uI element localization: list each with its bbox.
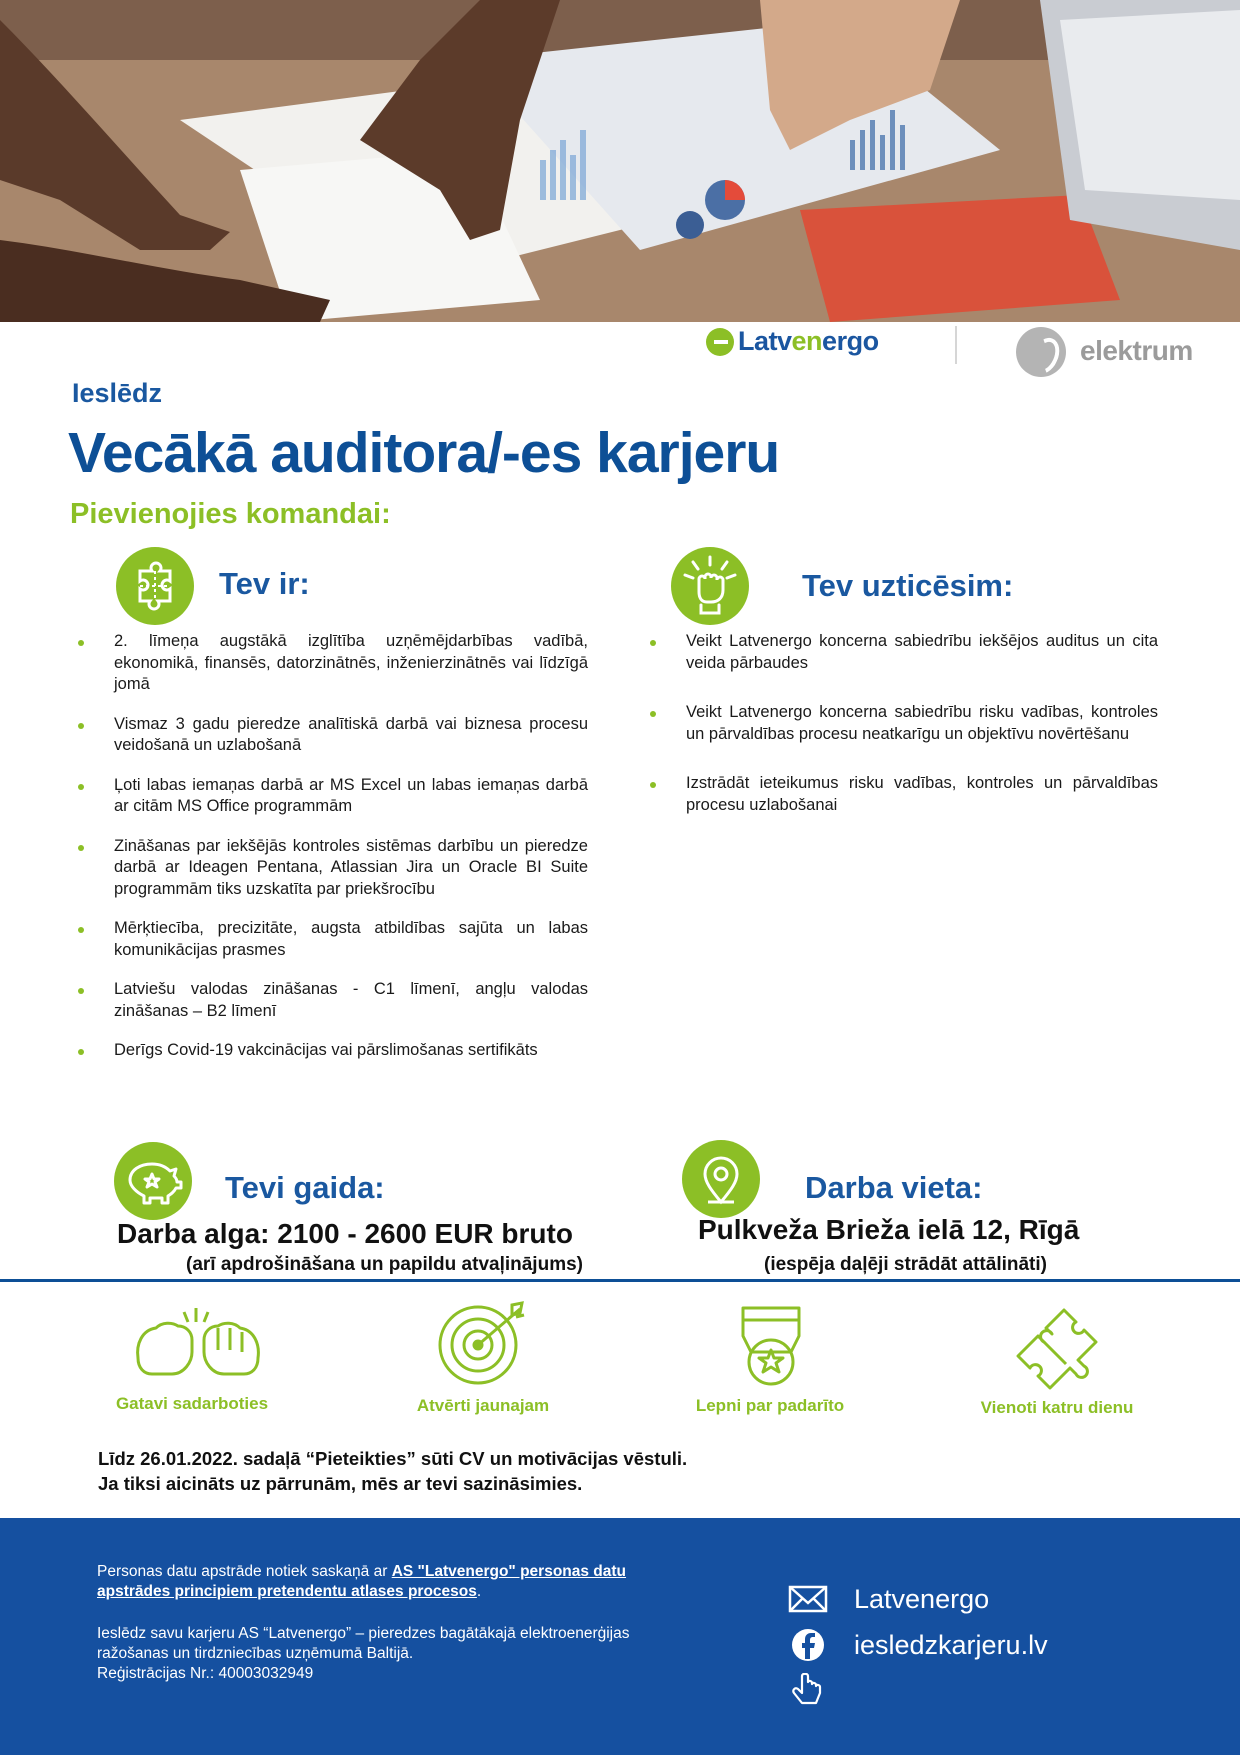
deadline-line-1: Līdz 26.01.2022. sadaļā “Pieteikties” sūti CV un motivācijas vēstuli. — [98, 1448, 688, 1469]
value-label-united: Vienoti katru dienu — [980, 1398, 1134, 1417]
footer-contacts — [788, 1576, 1048, 1714]
elektrum-logo-text: elektrum — [1080, 335, 1193, 366]
list-item — [78, 714, 588, 757]
latvenergo-logo-text-b: en — [791, 326, 823, 356]
address-text: Pulkveža Brieža ielā 12, Rīgā — [698, 1214, 1080, 1245]
raised-fist-badge-icon — [671, 547, 749, 625]
remote-work-note: (iespēja daļēji strādāt attālināti) — [764, 1254, 1047, 1275]
latvenergo-logo-text-c: ergo — [822, 326, 879, 356]
list-item-text: 2. līmeņa augstākā izglītība uzņēmējdarbības vadībā, ekonomikā, finansēs, datorzinātnēs, inženierzinātnēs vai līdzīgā jomā — [114, 632, 588, 693]
list-item — [78, 631, 588, 696]
value-label-open-to-new: Atvērti jaunajam — [416, 1396, 550, 1415]
section-divider — [0, 1279, 1240, 1282]
list-item-text: Veikt Latvenergo koncerna sabiedrību iekšējos auditus un cita veida pārbaudes — [686, 632, 1158, 672]
puzzle-badge-icon — [116, 547, 194, 625]
title-kicker: Ieslēdz — [72, 378, 163, 408]
list-item — [78, 918, 588, 961]
company-about: Ieslēdz savu karjeru AS “Latvenergo” – pieredzes bagātākajā elektroenerģijas ražošanas un tirdzniecības uzņēmumā Baltijā. — [97, 1625, 630, 1662]
pointer-hand-icon — [788, 1673, 828, 1709]
section-heading-responsibilities: Tev uzticēsim: — [802, 568, 1014, 603]
list-item-text: Veikt Latvenergo koncerna sabiedrību risku vadības, kontroles un pārvaldības procesu neatkarīgu un objektīvu novērtēšanu — [686, 703, 1158, 743]
brand-logos — [0, 322, 1240, 370]
contact-row-facebook[interactable] — [788, 1622, 1048, 1668]
benefits-note: (arī apdrošināšana un papildu atvaļinājums) — [186, 1254, 583, 1275]
responsibilities-list — [650, 631, 1158, 834]
requirements-list — [78, 631, 588, 1080]
list-item-text: Ļoti labas iemaņas darbā ar MS Excel un labas iemaņas darbā ar citām MS Office programmām — [114, 775, 588, 815]
registration-number: Reģistrācijas Nr.: 40003032949 — [97, 1665, 314, 1682]
list-item-text: Izstrādāt ieteikumus risku vadības, kontroles un pārvaldības procesu uzlabošanai — [686, 774, 1158, 814]
latvenergo-logo-icon — [706, 328, 734, 356]
footer-legal — [97, 1562, 637, 1706]
list-item-text: Derīgs Covid-19 vakcinācijas vai pārslimošanas sertifikāts — [114, 1041, 538, 1059]
puzzle-icon — [1010, 1304, 1106, 1399]
list-item — [650, 702, 1158, 745]
list-item — [78, 979, 588, 1022]
latvenergo-logo-text-a: Latv — [738, 326, 792, 356]
contact-web-text: iesledzkarjeru.lv — [854, 1629, 1048, 1660]
application-deadline — [98, 1446, 687, 1496]
page-subtitle: Pievienojies komandai: — [70, 498, 391, 530]
elektrum-logo — [1016, 326, 1193, 376]
list-item — [78, 836, 588, 901]
privacy-notice — [97, 1562, 637, 1602]
facebook-icon — [788, 1627, 828, 1663]
section-heading-offer: Tevi gaida: — [225, 1170, 385, 1205]
section-heading-location: Darba vieta: — [805, 1170, 983, 1205]
privacy-policy-link[interactable]: AS "Latvenergo" personas datu apstrādes principiem pretendentu atlases procesos — [97, 1563, 627, 1600]
elektrum-logo-icon — [1016, 327, 1066, 377]
latvenergo-logo — [706, 326, 879, 357]
list-item-text: Latviešu valodas zināšanas - C1 līmenī, angļu valodas zināšanas – B2 līmenī — [114, 980, 588, 1020]
contact-mail-text: Latvenergo — [854, 1583, 990, 1614]
hero-illustration — [0, 0, 1240, 322]
target-icon — [436, 1301, 532, 1392]
deadline-line-2: Ja tiksi aicināts uz pārrunām, mēs ar tevi sazināsimies. — [98, 1473, 583, 1494]
privacy-prefix: Personas datu apstrāde notiek saskaņā ar — [97, 1563, 392, 1580]
value-label-proud: Lepni par padarīto — [695, 1396, 845, 1415]
section-heading-requirements: Tev ir: — [219, 566, 310, 601]
list-item — [78, 1040, 588, 1062]
list-item — [78, 775, 588, 818]
footer — [0, 1518, 1240, 1755]
page-title: Vecākā auditora/-es karjeru — [68, 421, 780, 485]
fist-bump-icon — [134, 1304, 260, 1387]
logo-divider — [955, 326, 957, 364]
value-label-cooperation: Gatavi sadarboties — [115, 1394, 269, 1413]
list-item-text: Mērķtiecība, precizitāte, augsta atbildības sajūta un labas komunikācijas prasmes — [114, 919, 588, 959]
location-pin-badge-icon — [682, 1140, 760, 1218]
list-item — [650, 631, 1158, 674]
list-item-text: Zināšanas par iekšējās kontroles sistēmas darbību un pieredze darbā ar Ideagen Pentana, Atlassian Jira un Oracle BI Suite programmām tiks uzskatīta par priekšrocību — [114, 836, 588, 898]
list-item — [650, 773, 1158, 816]
contact-row-mail[interactable] — [788, 1576, 1048, 1622]
piggy-bank-badge-icon — [114, 1142, 192, 1220]
hero-photo — [0, 0, 1240, 322]
medal-icon — [739, 1304, 803, 1393]
salary-text: Darba alga: 2100 - 2600 EUR bruto — [117, 1218, 573, 1249]
privacy-suffix: . — [476, 1583, 482, 1600]
mail-icon — [788, 1581, 828, 1617]
contact-row-pointer[interactable] — [788, 1668, 1048, 1714]
list-item-text: Vismaz 3 gadu pieredze analītiskā darbā vai biznesa procesu veidošanā un uzlabošanā — [114, 714, 588, 754]
